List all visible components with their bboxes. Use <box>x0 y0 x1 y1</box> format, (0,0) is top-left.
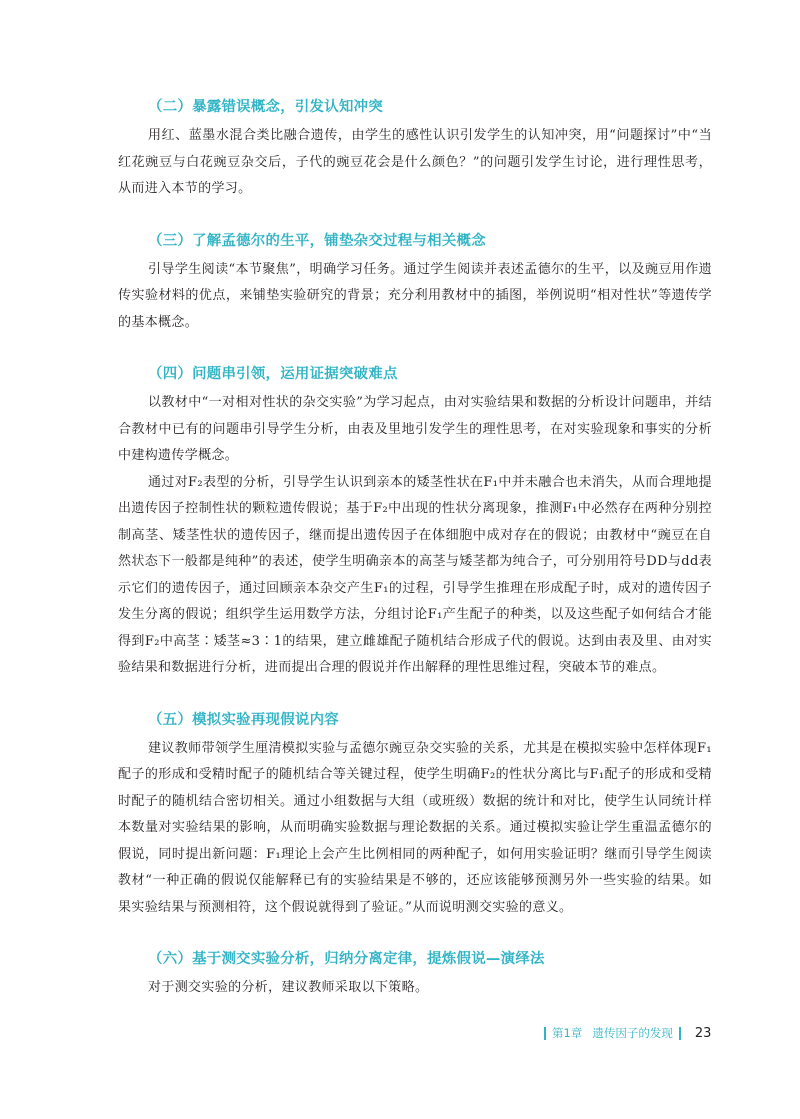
footer-divider <box>679 1027 681 1040</box>
section-3 <box>118 229 712 337</box>
section-5 <box>118 708 712 922</box>
paragraph: 引导学生阅读“本节聚焦”，明确学习任务。通过学生阅读并表述孟德尔的生平，以及豌豆用作遗传实验材料的优点，来铺垫实验研究的背景；充分利用教材中的插图，举例说明“相对性状”等遗传学的基本概念。 <box>118 261 712 330</box>
footer-chapter: 第1章 <box>552 1026 583 1040</box>
page-content <box>118 95 712 1028</box>
section-heading: （二）暴露错误概念，引发认知冲突 <box>148 99 384 115</box>
section-6 <box>118 947 712 1002</box>
footer-divider <box>544 1027 546 1040</box>
page-footer <box>538 1023 711 1043</box>
section-heading: （三）了解孟德尔的生平，铺垫杂交过程与相关概念 <box>148 232 486 249</box>
paragraph: 用红、蓝墨水混合类比融合遗传，由学生的感性认识引发学生的认知冲突，用“问题探讨”中“当红花豌豆与白花豌豆杂交后，子代的豌豆花会是什么颜色？”的问题引发学生讨论，进行理性思考，从而进入本节的学习。 <box>118 128 712 196</box>
section-2 <box>118 95 712 203</box>
section-heading: （六）基于测交实验分析，归纳分离定律，提炼假说—演绎法 <box>148 951 545 967</box>
section-heading: （五）模拟实验再现假说内容 <box>148 711 339 728</box>
paragraph: 通过对F₂表型的分析，引导学生认识到亲本的矮茎性状在F₁中并未融合也未消失，从而合理地提出遗传因子控制性状的颗粒遗传假说；基于F₂中出现的性状分离现象，推测F₁中必然存在两种分别控制高茎、矮茎性状的遗传因子，继而提出遗传因子在体细胞中成对存在的假说；由教材中“豌豆在自然状态下一般都是纯种”的表述，使学生明确亲本的高茎与矮茎都为纯合子，可分别用符号DD与dd表示它们的遗传因子，通过回顾亲本杂交产生F₁的过程，引导学生推理在形成配子时，成对的遗传因子发生分离的假说；组织学生运用数学方法，分组讨论F₁产生配子的种类，以及这些配子如何结合才能得到F₂中高茎∶矮茎≈3∶1的结果，建立雌雄配子随机结合形成子代的假说。达到由表及里、由对实验结果和数据进行分析，进而提出合理的假说并作出解释的理性思维过程，突破本节的难点。 <box>118 474 712 675</box>
section-4 <box>118 362 712 682</box>
paragraph: 对于测交实验的分析，建议教师采取以下策略。 <box>148 980 429 995</box>
footer-chapter-title: 遗传因子的发现 <box>592 1026 673 1040</box>
paragraph: 建议教师带领学生厘清模拟实验与孟德尔豌豆杂交实验的关系，尤其是在模拟实验中怎样体现F₁配子的形成和受精时配子的随机结合等关键过程，使学生明确F₂的性状分离比与F₁配子的形成和受精时配子的随机结合密切相关。通过小组数据与大组（或班级）数据的统计和对比，使学生认同统计样本数量对实验结果的影响，从而明确实验数据与理论数据的关系。通过模拟实验让学生重温孟德尔的假说，同时提出新问题：F₁理论上会产生比例相同的两种配子，如何用实验证明？继而引导学生阅读教材“一种正确的假说仅能解释已有的实验结果是不够的，还应该能够预测另外一些实验的结果。如果实验结果与预测相符，这个假说就得到了验证。”从而说明测交实验的意义。 <box>118 740 712 915</box>
paragraph: 以教材中“一对相对性状的杂交实验”为学习起点，由对实验结果和数据的分析设计问题串，并结合教材中已有的问题串引导学生分析，由表及里地引发学生的理性思考，在对实验现象和事实的分析中建构遗传学概念。 <box>118 395 712 463</box>
page-number: 23 <box>694 1025 712 1041</box>
section-heading: （四）问题串引领，运用证据突破难点 <box>148 366 398 382</box>
